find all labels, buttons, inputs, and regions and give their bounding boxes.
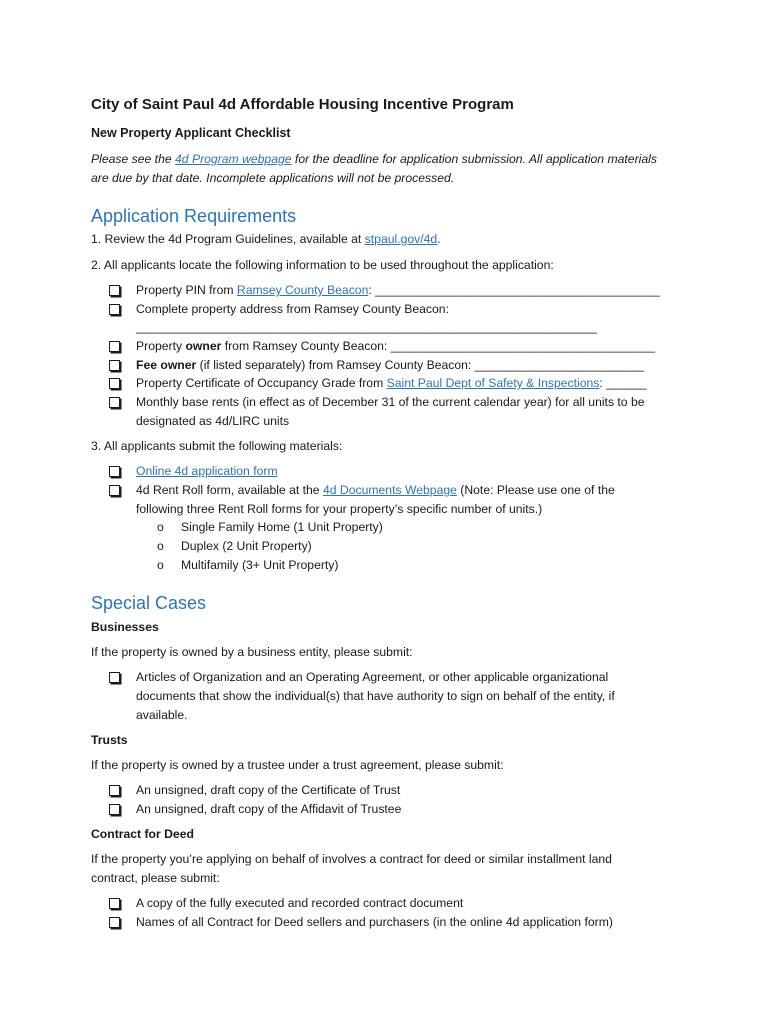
checkbox-icon[interactable] (109, 360, 120, 371)
businesses-item-text: Articles of Organization and an Operating Agreement, or other applicable organizational (136, 670, 609, 684)
trusts-intro: If the property is owned by a trustee under a trust agreement, please submit: (91, 758, 504, 772)
contract-item-document: A copy of the fully executed and recorded contract document (136, 896, 464, 910)
requirement-1 (91, 230, 691, 249)
businesses-item-text3: available. (136, 708, 188, 722)
requirement-2: 2. All applicants locate the following information to be used throughout the application: (91, 258, 554, 272)
option-multifamily: Multifamily (3+ Unit Property) (181, 558, 339, 572)
businesses-item-text2: documents that show the individual(s) that have authority to sign on behalf of the entity, if (136, 689, 615, 703)
rent-roll-note-line2: following three Rent Roll forms for your property’s specific number of units.) (136, 502, 543, 516)
rent-roll-text: 4d Rent Roll form, available at the (136, 483, 323, 497)
checkbox-icon[interactable] (109, 378, 120, 389)
rents-text-line2: designated as 4d/LIRC units (136, 414, 290, 428)
option-single-family: Single Family Home (1 Unit Property) (181, 520, 383, 534)
checkbox-icon[interactable] (109, 485, 120, 496)
pin-blank: : __________________________________________ (368, 283, 660, 297)
owner-bold: owner (185, 339, 222, 353)
contract-intro-line2: contract, please submit: (91, 871, 220, 885)
fee-owner-text: (if listed separately) from Ramsey County Beacon: _________________________ (196, 358, 645, 372)
checkbox-icon[interactable] (109, 304, 120, 315)
checkbox-icon[interactable] (109, 285, 120, 296)
checkbox-icon[interactable] (109, 898, 120, 909)
checkbox-icon[interactable] (109, 672, 120, 683)
dsi-link[interactable]: Saint Paul Dept of Safety & Inspections (386, 376, 600, 390)
rent-roll-note: (Note: Please use one of the (456, 483, 615, 497)
fee-owner-bold: Fee owner (136, 358, 197, 372)
trusts-item-certificate: An unsigned, draft copy of the Certificate of Trust (136, 783, 401, 797)
address-blank: ____________________________________________________________________ (136, 320, 597, 334)
checkbox-icon[interactable] (109, 785, 120, 796)
documents-webpage-link[interactable]: 4d Documents Webpage (322, 483, 457, 497)
program-webpage-link[interactable]: 4d Program webpage (175, 152, 292, 166)
sub-bullet: o (157, 539, 164, 553)
requirement-3: 3. All applicants submit the following materials: (91, 439, 343, 453)
sub-bullet: o (157, 520, 164, 534)
rents-text: Monthly base rents (in effect as of December 31 of the current calendar year) for all units to be (136, 395, 645, 409)
ramsey-beacon-link[interactable]: Ramsey County Beacon (236, 283, 369, 297)
address-text: Complete property address from Ramsey County Beacon: (136, 302, 449, 316)
coo-blank: : ______ (599, 376, 647, 390)
special-cases-heading: Special Cases (91, 593, 207, 613)
coo-text: Property Certificate of Occupancy Grade from (136, 376, 387, 390)
page-title: City of Saint Paul 4d Affordable Housing Incentive Program (91, 96, 514, 113)
pin-text: Property PIN from (136, 283, 237, 297)
trusts-item-affidavit: An unsigned, draft copy of the Affidavit of Trustee (136, 802, 402, 816)
intro-text: Please see the (91, 152, 176, 166)
checkbox-icon[interactable] (109, 341, 120, 352)
sub-bullet: o (157, 558, 164, 572)
checkbox-icon[interactable] (109, 917, 120, 928)
contract-item-names: Names of all Contract for Deed sellers and purchasers (in the online 4d application form) (136, 915, 613, 929)
online-application-link[interactable]: Online 4d application form (136, 464, 278, 478)
intro-line2: are due by that date. Incomplete applications will not be processed. (91, 171, 455, 185)
owner-text: Property (136, 339, 186, 353)
businesses-label: Businesses (91, 620, 159, 634)
requirement-1-end: . (437, 232, 441, 246)
contract-label: Contract for Deed (91, 827, 194, 841)
businesses-intro: If the property is owned by a business entity, please submit: (91, 645, 413, 659)
checkbox-icon[interactable] (109, 804, 120, 815)
intro-text-cont: for the deadline for application submission. All application materials (291, 152, 657, 166)
stpaul-4d-link[interactable]: stpaul.gov/4d (364, 232, 438, 246)
trusts-label: Trusts (91, 733, 128, 747)
requirements-heading: Application Requirements (91, 206, 297, 226)
requirement-1-text: 1. Review the 4d Program Guidelines, available at (91, 232, 365, 246)
option-duplex: Duplex (2 Unit Property) (181, 539, 312, 553)
intro-paragraph (91, 150, 691, 188)
contract-intro: If the property you’re applying on behalf of involves a contract for deed or similar installment land (91, 852, 612, 866)
page-subtitle: New Property Applicant Checklist (91, 126, 291, 140)
checkbox-icon[interactable] (109, 466, 120, 477)
checkbox-icon[interactable] (109, 397, 120, 408)
owner-blank: from Ramsey County Beacon: _______________________________________ (221, 339, 656, 353)
